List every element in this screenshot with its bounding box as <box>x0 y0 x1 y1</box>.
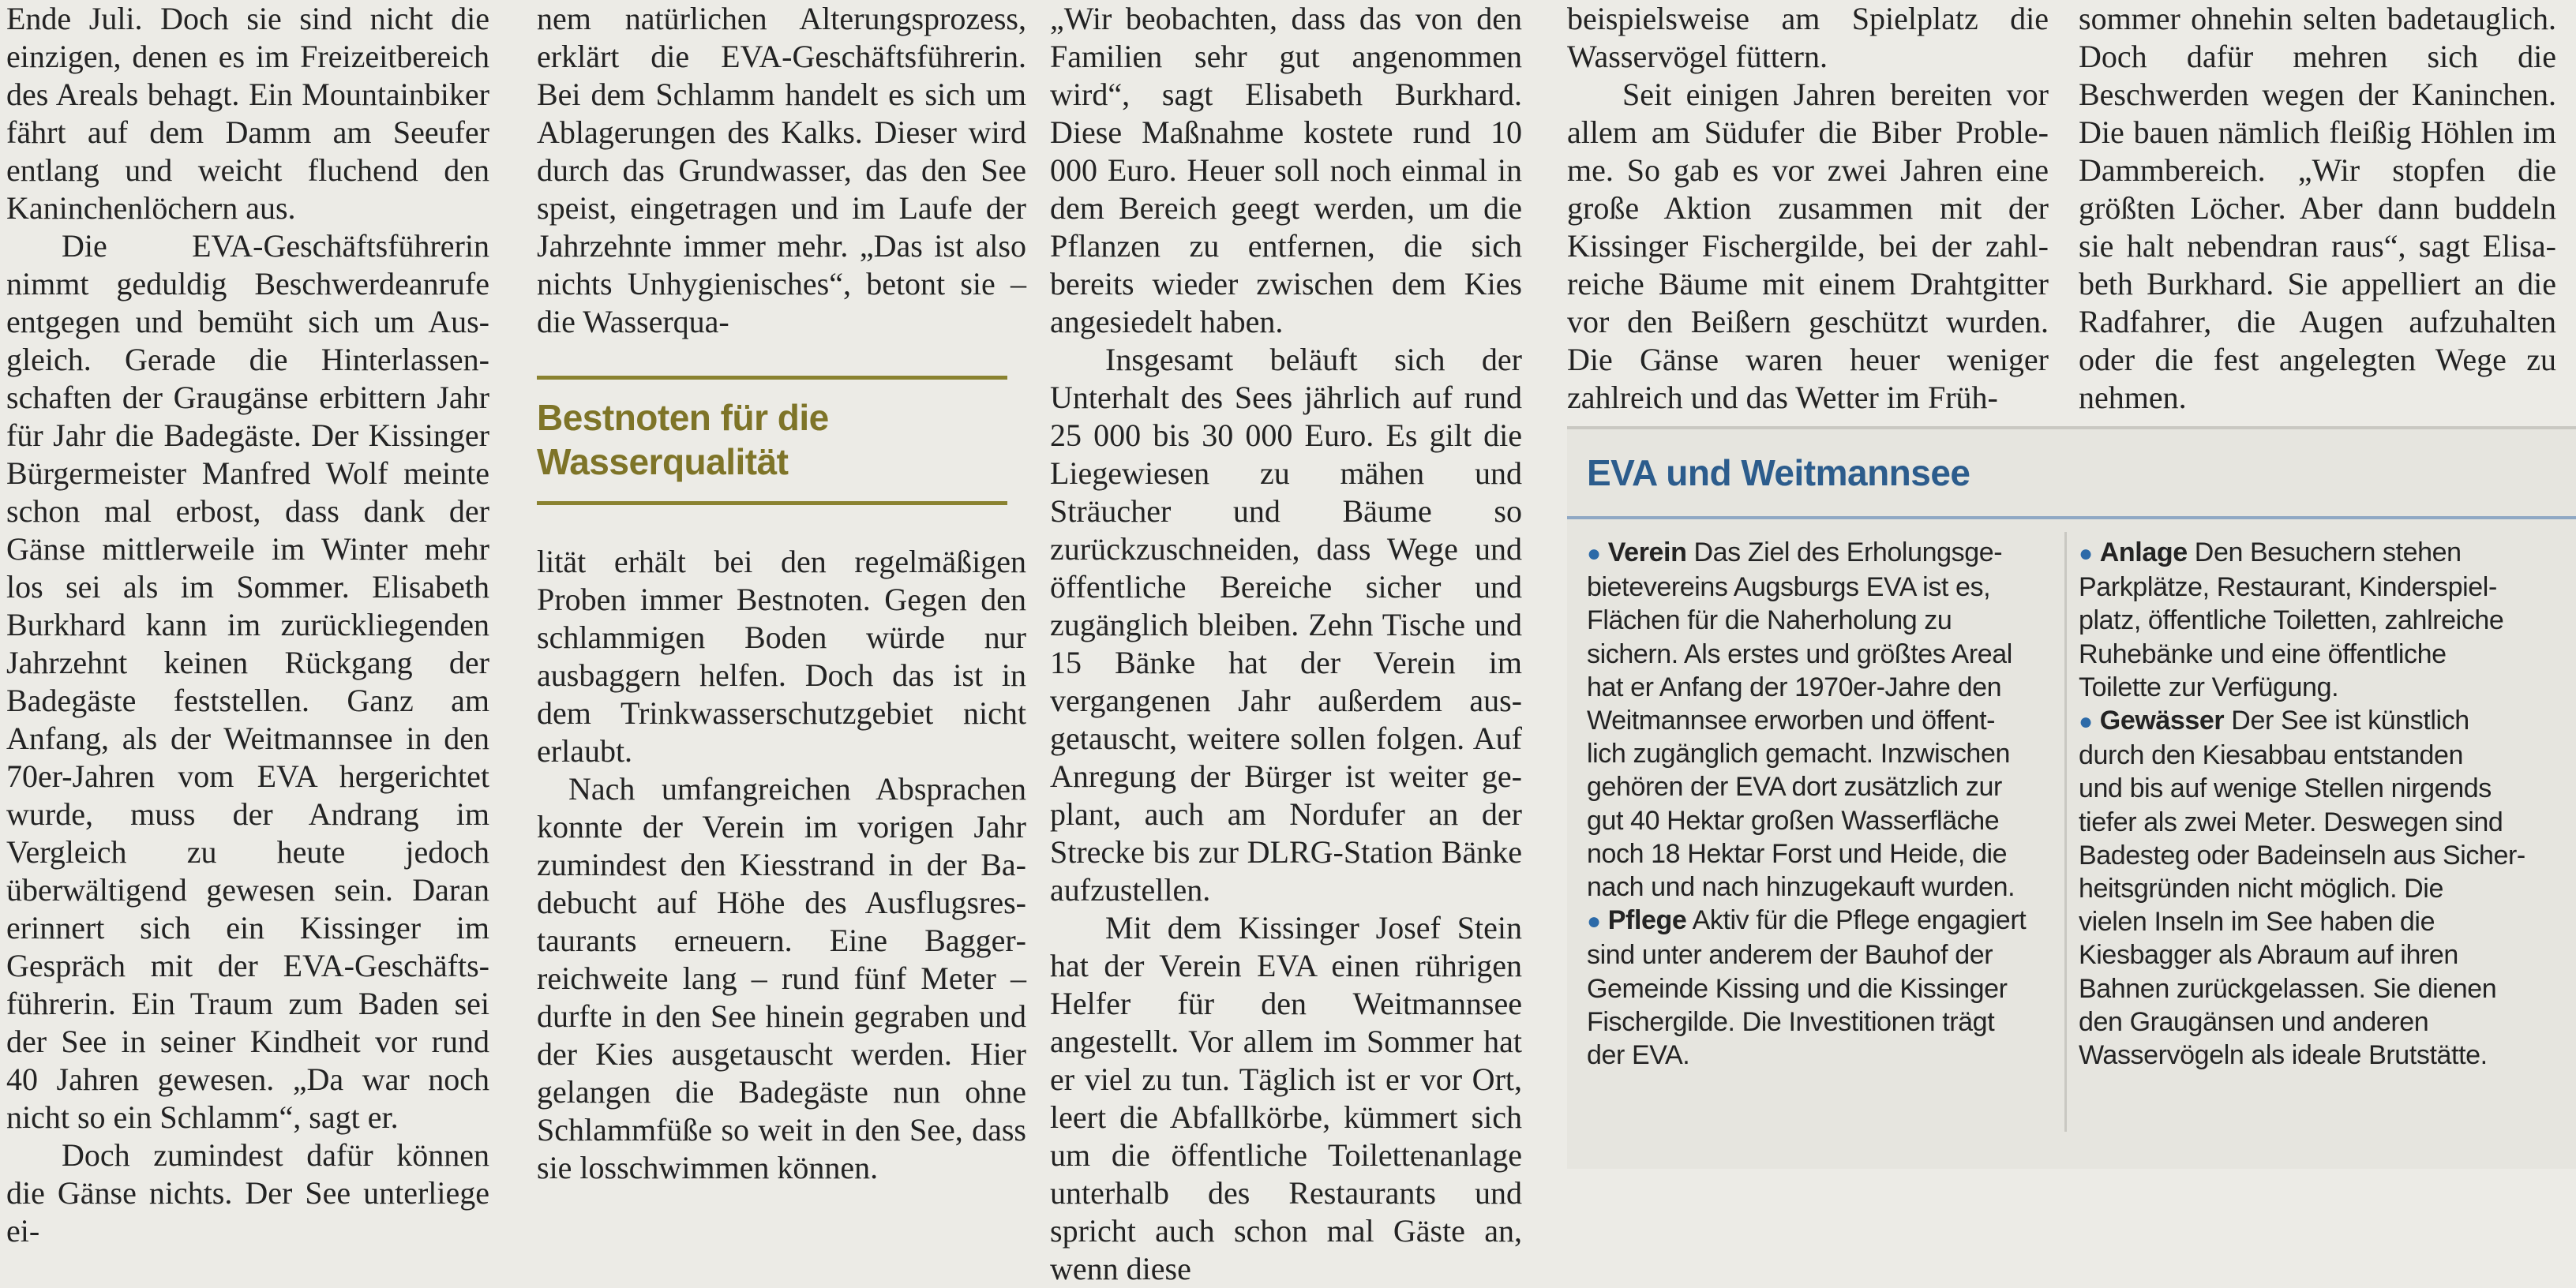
paragraph: nem natürlichen Alterungsprozess, erklärt die EVA-Geschäftsführerin. Bei dem Schlamm handelt es sich um Ablagerungen des Kalks. Dieser wird durch das Grundwasser, das den See speist, eingetragen und im Laufe der Jahrzehnte immer mehr. „Das ist also nichts Unhygienisches“, betont sie – die Wasserqua- <box>537 1 1026 339</box>
info-entry <box>2079 704 2552 1072</box>
info-keyword: Pflege <box>1607 905 1687 936</box>
article-column-1 <box>6 0 489 1250</box>
bullet-icon: ● <box>2079 541 2093 567</box>
info-keyword: Verein <box>1607 537 1687 567</box>
info-box <box>1567 426 2576 1169</box>
article-column-5 <box>2079 0 2556 417</box>
info-column-left <box>1587 536 2060 1072</box>
info-text: Der See ist künstlich durch den Kiesabbau entstanden und bis auf wenige Stellen nirgends tiefer als zwei Meter. Deswegen sind Badesteg oder Badeinseln aus Sicher- heitsgründen nicht möglich. Die vielen Inseln im See haben die Kiesbagger als Abraum auf ihren Bahnen zurückgelassen. Sie dienen den Graugänsen und anderen Wasservögeln als ideale Brutstätte. <box>2079 706 2525 1071</box>
info-column-right <box>2079 536 2552 1072</box>
paragraph: Doch zumindest dafür können die Gänse nichts. Der See unterliege ei- <box>6 1137 489 1249</box>
info-text: Das Ziel des Erholungsge- bietevereins Augsburgs EVA ist es, Flächen für die Naherholung zu sichern. Als erstes und größtes Areal hat er Anfang der 1970er-Jahre den Weitmannsee erworben und öffent- lich zugänglich gemacht. Inzwischen gehören der EVA dort zusätzlich zur gut 40 Hektar großen Wasserfläche noch 18 Hektar Forst und Heide, die nach und nach hinzugekauft wurden. <box>1587 537 2015 903</box>
paragraph: beispielsweise am Spielplatz die Wasservögel füttern. <box>1567 1 2049 74</box>
article-column-3 <box>1050 0 1522 1288</box>
paragraph: Mit dem Kissinger Josef Stein hat der Verein EVA einen rührigen Helfer für den Weitmannsee angestellt. Vor allem im Sommer hat er viel zu tun. Täglich ist er vor Ort, leert die Abfallkörbe, kümmert sich um die öffentliche Toilettenanlage unterhalb des Restaurants und spricht auch schon mal Gäste an, wenn diese <box>1050 910 1522 1286</box>
paragraph: sommer ohnehin selten badetauglich. Doch dafür mehren sich die Beschwerden wegen der Kaninchen. Die bauen nämlich fleißig Höhlen im Dammbereich. „Wir stopfen die größten Löcher. Aber dann buddeln sie halt nebendran raus“, sagt Elisabeth Burkhard. Sie appelliert an die Radfahrer, die Augen aufzuhalten oder die fest angelegten Wege zu nehmen. <box>2079 1 2556 415</box>
info-box-rule <box>1567 516 2576 519</box>
bullet-icon: ● <box>1587 908 1601 935</box>
paragraph: Nach umfangreichen Absprachen konnte der Verein im vorigen Jahr zumindest den Kiesstrand in der Badebucht auf Höhe des Ausflugsrestaurants erneuern. Eine Baggerreichweite lang – rund fünf Meter – durfte in den See hinein gegraben und der Kies ausgetauscht werden. Hier gelangen die Badegäste nun ohne Schlammfüße so weit in den See, dass sie losschwimmen können. <box>537 771 1026 1185</box>
article-column-2-bottom <box>537 543 1026 1187</box>
article-column-2-top <box>537 0 1026 341</box>
paragraph: Die EVA-Geschäftsführerin nimmt geduldig Beschwerdeanrufe entgegen und bemüht sich um Ausgleich. Gerade die Hinterlassenschaften der Graugänse erbittern Jahr für Jahr die Badegäste. Der Kissinger Bürgermeister Manfred Wolf meinte schon mal erbost, dass dank der Gänse mittlerweile im Winter mehr los sei als im Sommer. Elisabeth Burkhard kann im zurückliegenden Jahrzehnt keinen Rückgang der Badegäste feststellen. Ganz am Anfang, als der Weitmannsee in den 70er-Jahren vom EVA hergerichtet wurde, muss der Andrang im Vergleich zu heute jedoch überwältigend gewesen sein. Daran erinnert sich ein Kissinger im Gespräch mit der EVA-Geschäftsführerin. Ein Traum zum Baden sei der See in seiner Kindheit vor rund 40 Jahren gewesen. „Da war noch nicht so ein Schlamm“, sagt er. <box>6 228 489 1135</box>
paragraph: lität erhält bei den regelmäßigen Proben immer Bestnoten. Gegen den schlammigen Boden würde nur ausbaggern helfen. Doch das ist in dem Trinkwasserschutzgebiet nicht erlaubt. <box>537 544 1026 769</box>
info-text: Den Besuchern stehen Parkplätze, Restaurant, Kinderspiel- platz, öffentliche Toiletten, zahlreiche Ruhebänke und eine öffentliche Toilette zur Verfügung. <box>2079 537 2504 702</box>
info-box-title: EVA und Weitmannsee <box>1587 452 1970 493</box>
article-column-4 <box>1567 0 2049 417</box>
info-entry <box>1587 536 2060 904</box>
info-text: Aktiv für die Pflege engagiert sind unter anderem der Bauhof der Gemeinde Kissing und die Kissinger Fischergilde. Die Investitionen trägt der EVA. <box>1587 905 2027 1071</box>
info-entry <box>1587 904 2060 1072</box>
bullet-icon: ● <box>1587 541 1601 567</box>
paragraph: Insgesamt beläuft sich der Unterhalt des Sees jährlich auf rund 25 000 bis 30 000 Euro. Es gilt die Liegewiesen zu mähen und Sträucher und Bäume so zurückzuschneiden, dass Wege und öffentliche Bereiche sicher und zugänglich bleiben. Zehn Tische und 15 Bänke hat der Verein im vergangenen Jahr außerdem ausgetauscht, weitere sollen folgen. Auf Anregung der Bürger ist weiter geplant, auch am Nordufer an der Strecke bis zur DLRG-Station Bänke aufzustellen. <box>1050 342 1522 908</box>
info-keyword: Anlage <box>2099 537 2188 567</box>
paragraph: Seit einigen Jahren bereiten vor allem am Südufer die Biber Probleme. So gab es vor zwei Jahren eine große Aktion zusammen mit der Kissinger Fischergilde, bei der zahlreiche Bäume mit einem Drahtgitter vor den Beißern geschützt wurden. Die Gänse waren heuer weniger zahlreich und das Wetter im Früh- <box>1567 77 2049 415</box>
info-keyword: Gewässer <box>2099 706 2225 736</box>
bullet-icon: ● <box>2079 709 2093 736</box>
paragraph: Ende Juli. Doch sie sind nicht die einzigen, denen es im Freizeitbereich des Areals behagt. Ein Mountainbiker fährt auf dem Damm am Seeufer entlang und weicht fluchend den Kaninchenlöchern aus. <box>6 1 489 226</box>
subheading-box <box>537 376 1007 505</box>
subheading: Bestnoten für die Wasserqualität <box>537 397 829 482</box>
info-entry <box>2079 536 2552 704</box>
paragraph: „Wir beobachten, dass das von den Familien sehr gut angenommen wird“, sagt Elisabeth Burkhard. Diese Maßnahme kostete rund 10 000 Euro. Heuer soll noch einmal in dem Bereich geegt werden, um die Pflanzen zu entfernen, die sich bereits wieder zwischen dem Kies angesiedelt haben. <box>1050 1 1522 339</box>
info-box-divider <box>2064 532 2067 1132</box>
